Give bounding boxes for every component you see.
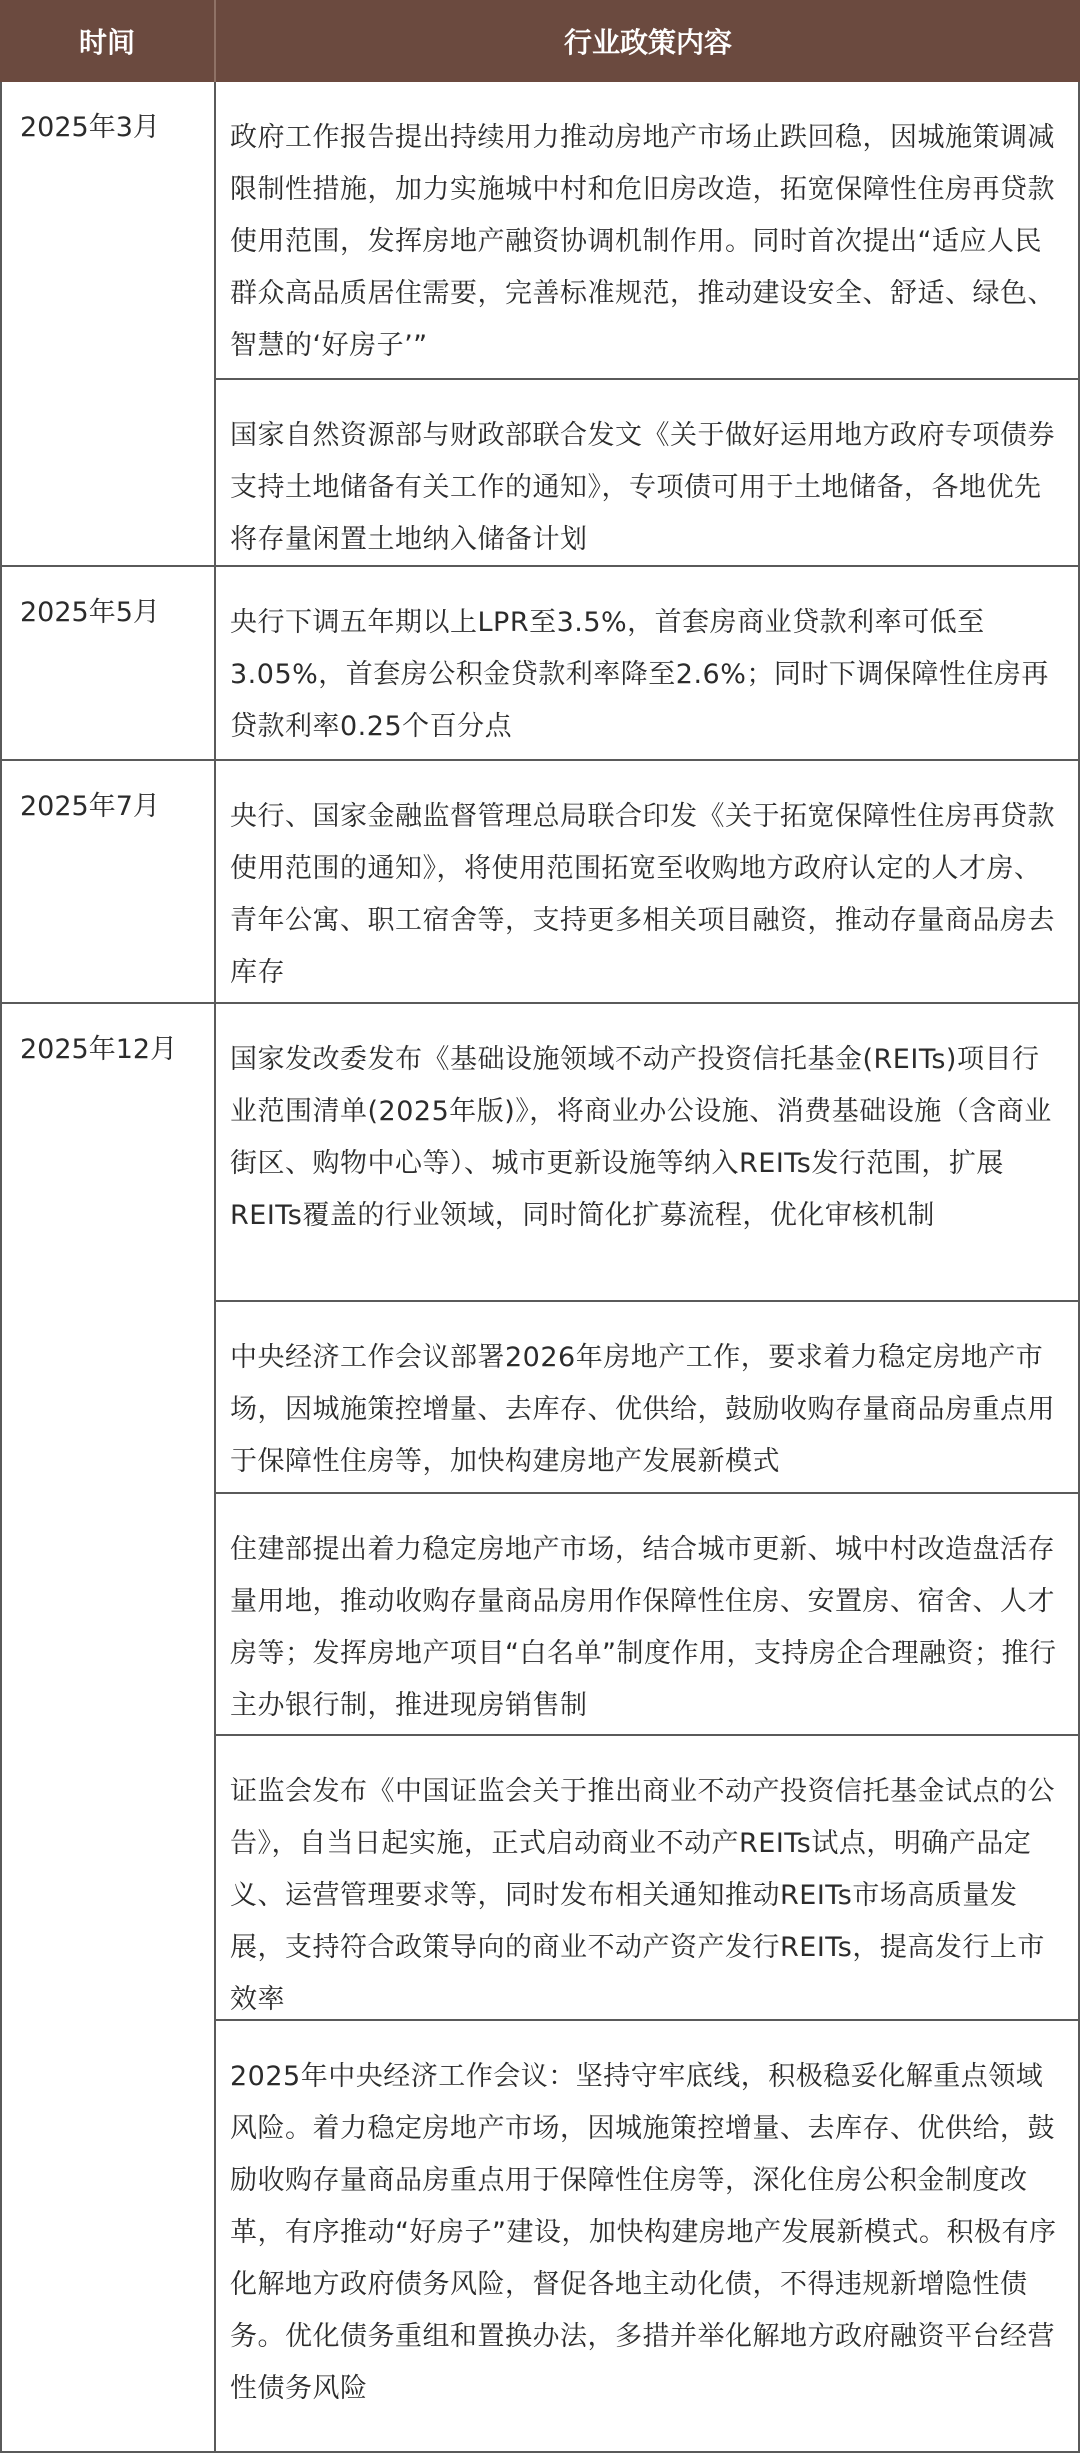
policy-cell [216, 761, 1078, 1004]
row-time: 2025年7月 [0, 761, 216, 1002]
policy-cell [216, 1492, 1078, 1734]
policy-text: 中央经济工作会议部署2026年房地产工作，要求着力稳定房地产市场，因城施策控增量、去库存、优供给，鼓励收购存量商品房重点用于保障性住房等，加快构建房地产发展新模式 [230, 1342, 1055, 1477]
table-header [0, 0, 1080, 82]
policy-cell [216, 567, 1078, 761]
row-time: 2025年12月 [0, 1004, 216, 2451]
policy-cell [216, 1300, 1078, 1492]
policy-text: 住建部提出着力稳定房地产市场，结合城市更新、城中村改造盘活存量用地，推动收购存量商品房用作保障性住房、安置房、宿舍、人才房等；发挥房地产项目“白名单”制度作用，支持房企合理融资；推行主办银行制，推进现房销售制 [230, 1534, 1057, 1721]
table-row [0, 82, 1080, 567]
policy-cell [216, 378, 1078, 567]
policy-cell [216, 2019, 1078, 2453]
header-content: 行业政策内容 [563, 26, 732, 59]
row-contents [216, 761, 1080, 1002]
row-contents [216, 82, 1080, 565]
policy-cell [216, 82, 1078, 378]
policy-text: 央行、国家金融监督管理总局联合印发《关于拓宽保障性住房再贷款使用范围的通知》，将使用范围拓宽至收购地方政府认定的人才房、青年公寓、职工宿舍等，支持更多相关项目融资，推动存量商品房去库存 [230, 801, 1055, 988]
table-row [0, 1004, 1080, 2453]
policy-text: 国家发改委发布《基础设施领域不动产投资信托基金(REITs)项目行业范围清单(2025年版)》，将商业办公设施、消费基础设施（含商业街区、购物中心等）、城市更新设施等纳入REITs发行范围，扩展REITs覆盖的行业领域，同时简化扩募流程，优化审核机制 [230, 1044, 1052, 1231]
policy-text: 2025年中央经济工作会议：坚持守牢底线，积极稳妥化解重点领域风险。着力稳定房地产市场，因城施策控增量、去库存、优供给，鼓励收购存量商品房重点用于保障性住房等，深化住房公积金制度改革，有序推动“好房子”建设，加快构建房地产发展新模式。积极有序化解地方政府债务风险，督促各地主动化债，不得违规新增隐性债务。优化债务重组和置换办法，多措并举化解地方政府融资平台经营性债务风险 [230, 2061, 1057, 2404]
header-time: 时间 [0, 0, 216, 82]
row-time: 2025年5月 [0, 567, 216, 759]
row-contents [216, 1004, 1080, 2451]
row-contents [216, 567, 1080, 759]
row-time: 2025年3月 [0, 82, 216, 565]
policy-text: 央行下调五年期以上LPR至3.5%，首套房商业贷款利率可低至3.05%，首套房公积金贷款利率降至2.6%；同时下调保障性住房再贷款利率0.25个百分点 [230, 607, 1049, 742]
policy-cell [216, 1004, 1078, 1300]
policy-text: 政府工作报告提出持续用力推动房地产市场止跌回稳，因城施策调减限制性措施，加力实施城中村和危旧房改造，拓宽保障性住房再贷款使用范围，发挥房地产融资协调机制作用。同时首次提出“适应人民群众高品质居住需要，完善标准规范，推动建设安全、舒适、绿色、智慧的‘好房子’” [230, 122, 1055, 361]
policy-text: 国家自然资源部与财政部联合发文《关于做好运用地方政府专项债券支持土地储备有关工作的通知》，专项债可用于土地储备，各地优先将存量闲置土地纳入储备计划 [230, 420, 1055, 555]
table-row [0, 761, 1080, 1004]
table-row [0, 567, 1080, 761]
policy-cell [216, 1734, 1078, 2019]
policy-text: 证监会发布《中国证监会关于推出商业不动产投资信托基金试点的公告》，自当日起实施，正式启动商业不动产REITs试点，明确产品定义、运营管理要求等，同时发布相关通知推动REITs市场高质量发展，支持符合政策导向的商业不动产资产发行REITs，提高发行上市效率 [230, 1776, 1055, 2015]
